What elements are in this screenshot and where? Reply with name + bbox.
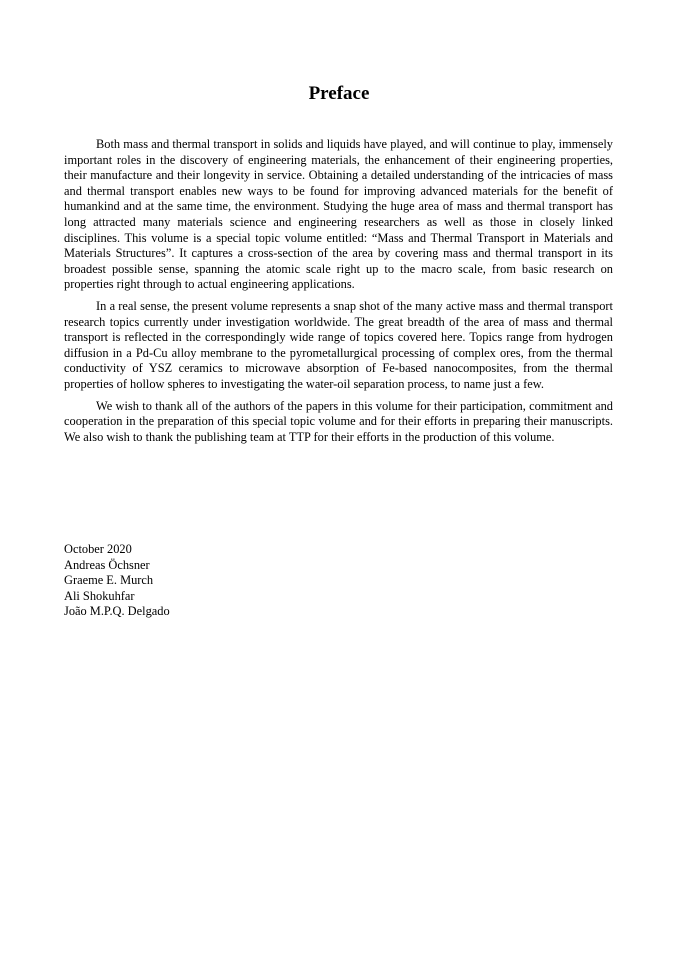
signature-date: October 2020 [64,542,132,556]
page-title: Preface [308,83,370,104]
author-name: João M.P.Q. Delgado [64,604,170,619]
author-name: Ali Shokuhfar [64,588,135,603]
paragraph-1: Both mass and thermal transport in solids and liquids have played, and will continue to play, immensely important roles in the discovery of engineering materials, the enhancement of their engineering properties, their manufacture and their longevity in service. Obtaining a detailed understanding of the intricacies of mass and thermal transport enables new ways to be found for improving advanced materials for the benefit of humankind and at the same time, the environment. Studying the huge area of mass and thermal transport has long attracted many materials science and engineering researchers as well as those in closely linked disciplines. This volume is a special topic volume entitled: “Mass and Thermal Transport in Materials and Materials Structures”. It captures a cross-section of the area by covering mass and thermal transport in its broadest possible sense, spanning the atomic scale right up to the macro scale, from basic research on properties right through to actual engineering applications. [64,137,613,292]
paragraph-2: In a real sense, the present volume represents a snap shot of the many active mass and thermal transport research topics currently under investigation worldwide. The great breadth of the area of mass and thermal transport is reflected in the correspondingly wide range of topics covered here. Topics range from hydrogen diffusion in a Pd-Cu alloy membrane to the pyrometallurgical processing of complex ores, from the thermal conductivity of YSZ ceramics to microwave absorption of Fe-based nanocomposites, from the thermal properties of hollow spheres to investigating the water-oil separation process, to name just a few. [64,298,613,391]
author-name: Andreas Öchsner [64,557,150,572]
preface-body [64,137,613,451]
signature-block [64,542,170,620]
paragraph-3: We wish to thank all of the authors of the papers in this volume for their participation, commitment and cooperation in the preparation of this special topic volume and for their efforts in preparing their manuscripts. We also wish to thank the publishing team at TTP for their efforts in the production of this volume. [64,398,613,444]
author-name: Graeme E. Murch [64,573,154,588]
